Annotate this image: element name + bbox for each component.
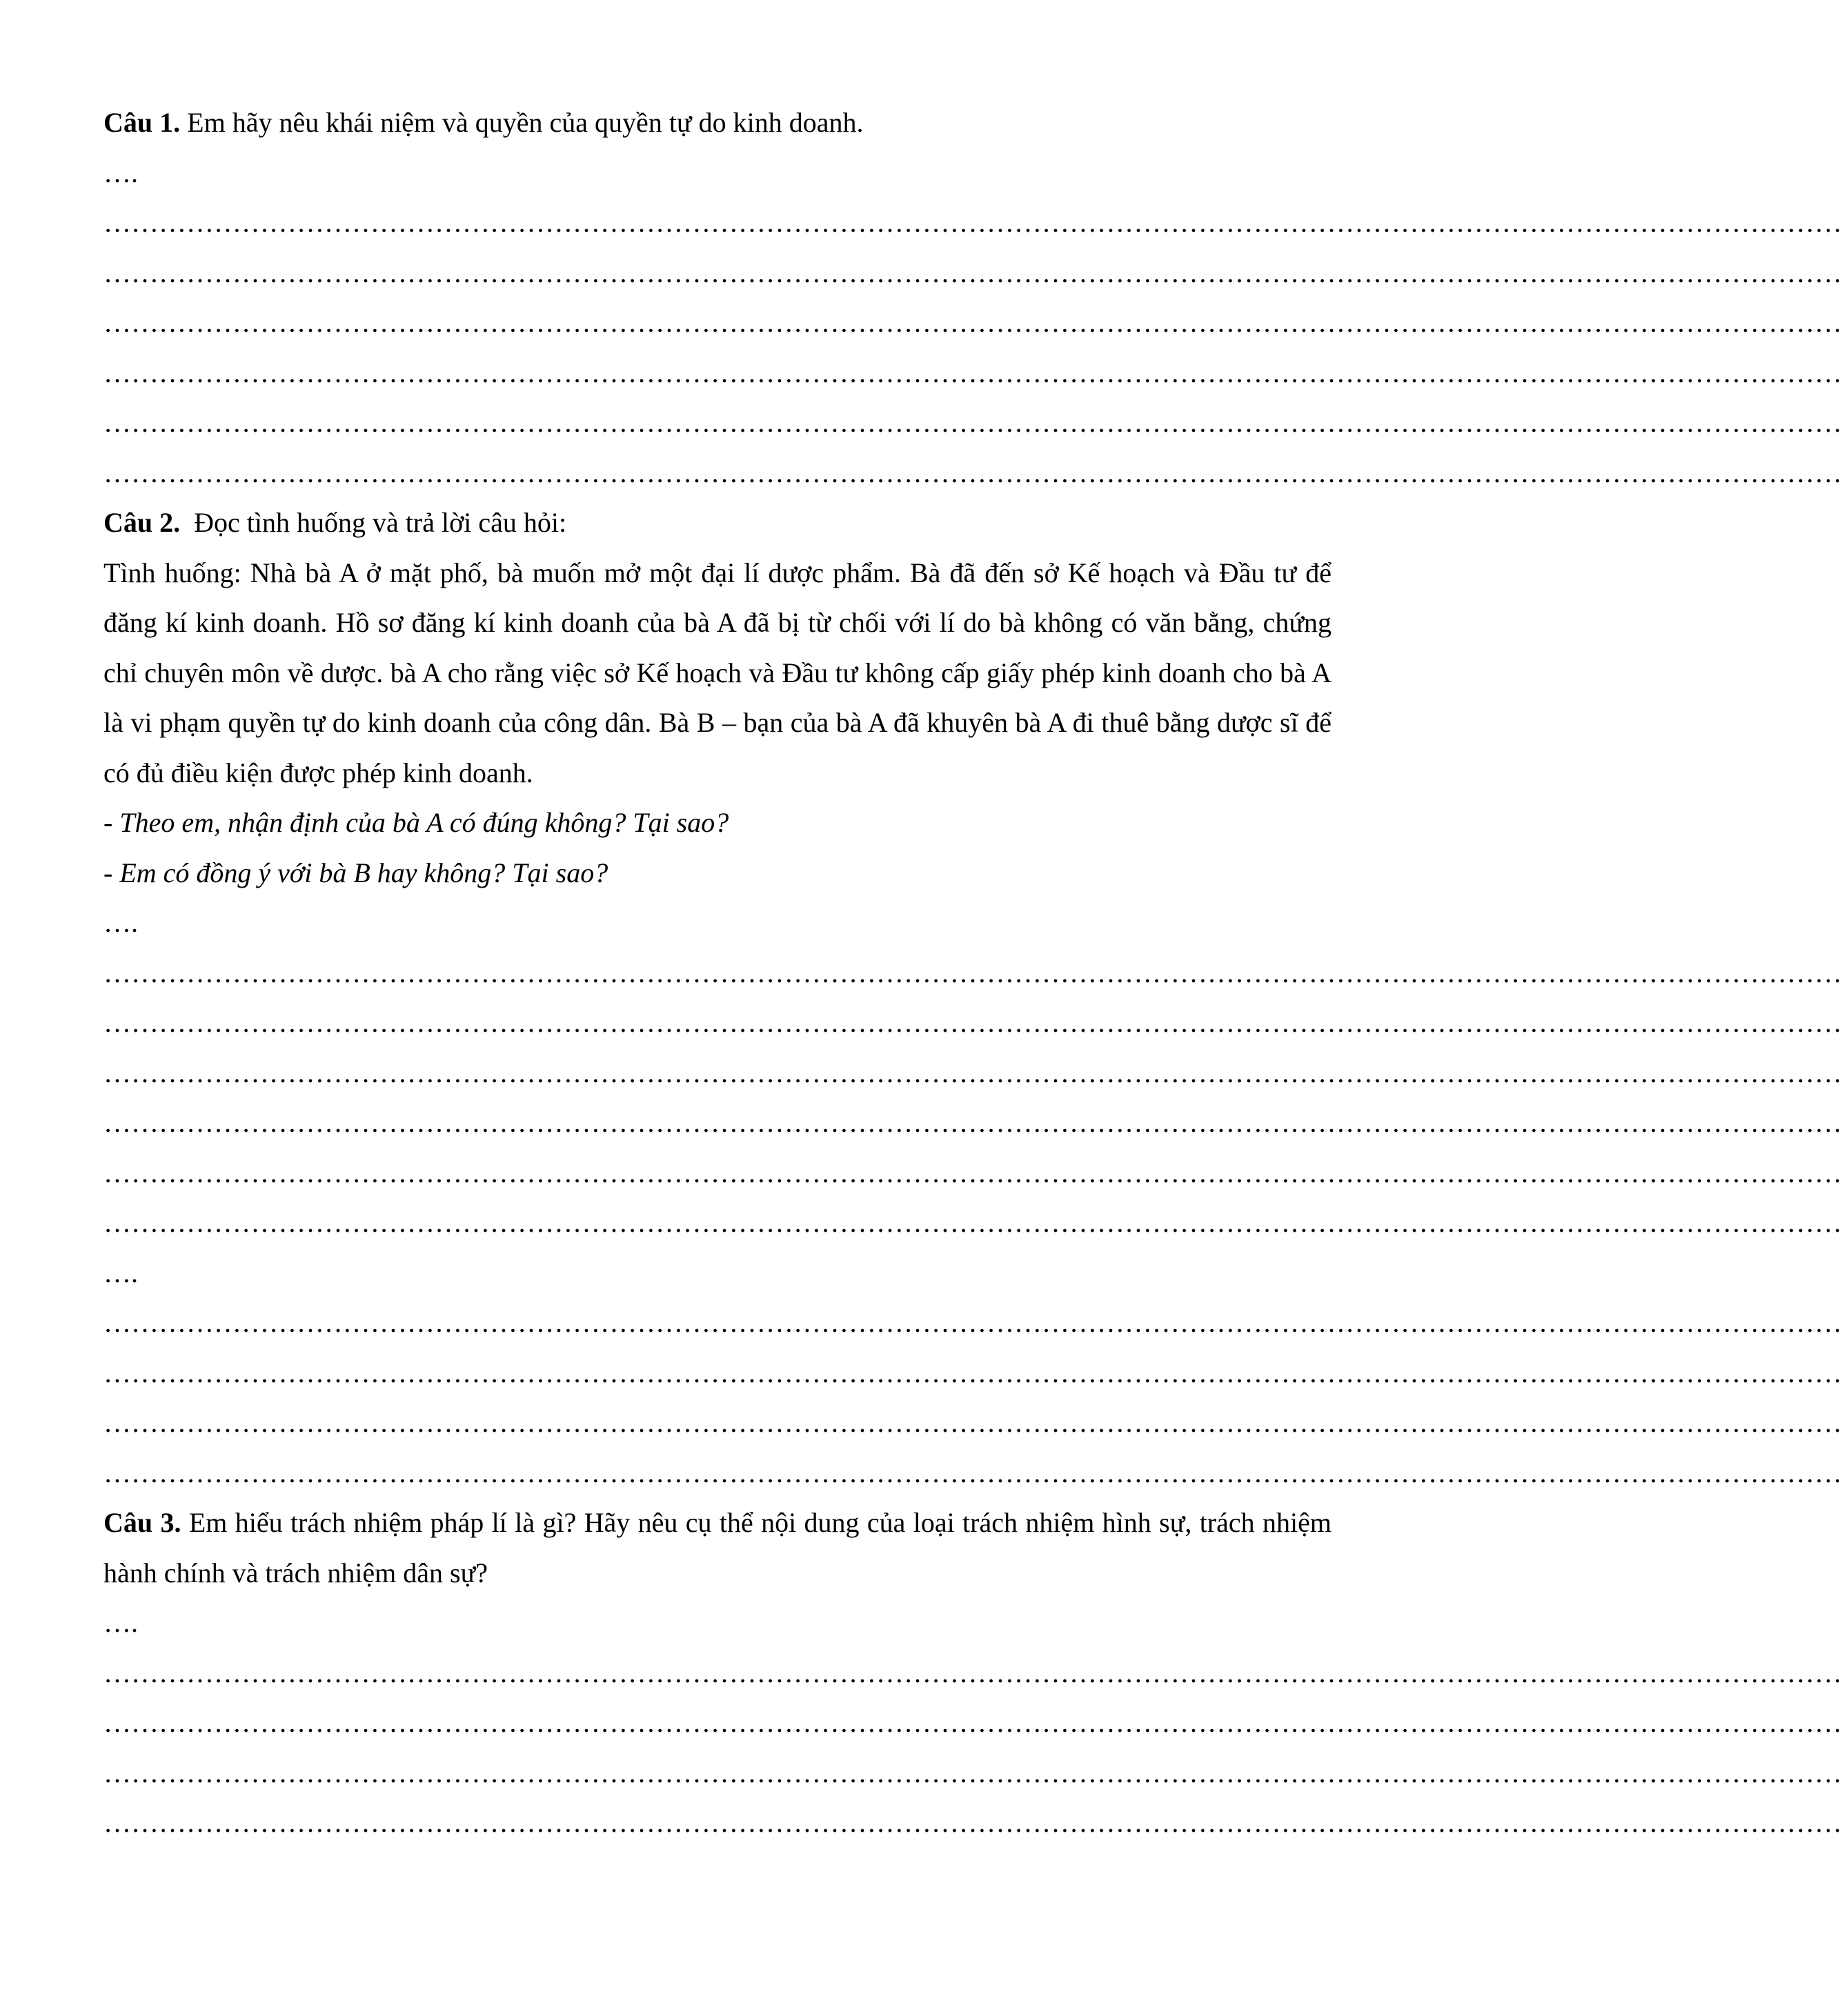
answer-line: ……………………………………………………………………………………………………………………………………………………………………… [103,1157,1842,1188]
answer-line: ……………………………………………………………………………………………………………………………………………………………………… [103,207,1842,238]
answer-line: ……………………………………………………………………………………………………………………………………………………………………… [103,1807,1842,1838]
answer-line: ……………………………………………………………………………………………………………………………………………………………………… [103,407,1842,438]
worksheet-page [103,98,1842,1848]
sub-question-2: - Em có đồng ý với bà B hay không? Tại sao? [103,857,608,888]
question-1-text: Em hãy nêu khái niệm và quyền của quyền tự do kinh doanh. [180,107,864,138]
question-2-text: Đọc tình huống và trả lời câu hỏi: [180,507,567,538]
answer-line: ……………………………………………………………………………………………………………………………………………………………………… [103,1107,1842,1138]
answer-line: ……………………………………………………………………………………………………………………………………………………………………… [103,1407,1842,1438]
answer-line: ……………………………………………………………………………………………………………………………………………………………………… [103,357,1842,388]
answer-lead-dots: …. [103,1257,138,1288]
question-2-label: Câu 2. [103,507,181,538]
answer-line: ……………………………………………………………………………………………………………………………………………………………………… [103,1757,1842,1788]
answer-line: ……………………………………………………………………………………………………………………………………………………………………… [103,1207,1842,1238]
question-1 [103,98,1331,148]
answer-line: ……………………………………………………………………………………………………………………………………………………………………… [103,1307,1842,1338]
question-1-label: Câu 1. [103,107,181,138]
answer-line: ……………………………………………………………………………………………………………………………………………………………………… [103,1657,1842,1688]
question-3-text: Em hiểu trách nhiệm pháp lí là gì? Hãy nêu cụ thể nội dung của loại trách nhiệm hình sự, trách nhiệm hành chính và trách nhiệm dân sự? [103,1507,1331,1588]
answer-line: ……………………………………………………………………………………………………………………………………………………………………… [103,957,1842,988]
answer-line: ……………………………………………………………………………………………………………………………………………………………………… [103,1707,1842,1738]
answer-line: ……………………………………………………………………………………………………………………………………………………………………… [103,1457,1842,1488]
answer-lead-dots: …. [103,157,138,188]
answer-line: ……………………………………………………………………………………………………………………………………………………………………… [103,457,1842,488]
answer-line: ……………………………………………………………………………………………………………………………………………………………………… [103,257,1842,288]
answer-line: ……………………………………………………………………………………………………………………………………………………………………… [103,1357,1842,1388]
answer-line: ……………………………………………………………………………………………………………………………………………………………………… [103,1007,1842,1038]
question-3-label: Câu 3. [103,1507,181,1538]
sub-question-1: - Theo em, nhận định của bà A có đúng không? Tại sao? [103,807,729,838]
question-3 [103,1498,1331,1598]
question-2 [103,498,1331,548]
answer-lead-dots: …. [103,907,138,938]
answer-lead-dots: …. [103,1607,138,1638]
answer-line: ……………………………………………………………………………………………………………………………………………………………………… [103,1057,1842,1088]
answer-line: ……………………………………………………………………………………………………………………………………………………………………… [103,307,1842,338]
scenario-paragraph: Tình huống: Nhà bà A ở mặt phố, bà muốn mở một đại lí dược phẩm. Bà đã đến sở Kế hoạch và Đầu tư để đăng kí kinh doanh. Hồ sơ đăng kí kinh doanh của bà A đã bị từ chối với lí do bà không có văn bằng, chứng chỉ chuyên môn về dược. bà A cho rằng việc sở Kế hoạch và Đầu tư không cấp giấy phép kinh doanh cho bà A là vi phạm quyền tự do kinh doanh của công dân. Bà B – bạn của bà A đã khuyên bà A đi thuê bằng dược sĩ để có đủ điều kiện được phép kinh doanh. [103,557,1331,788]
